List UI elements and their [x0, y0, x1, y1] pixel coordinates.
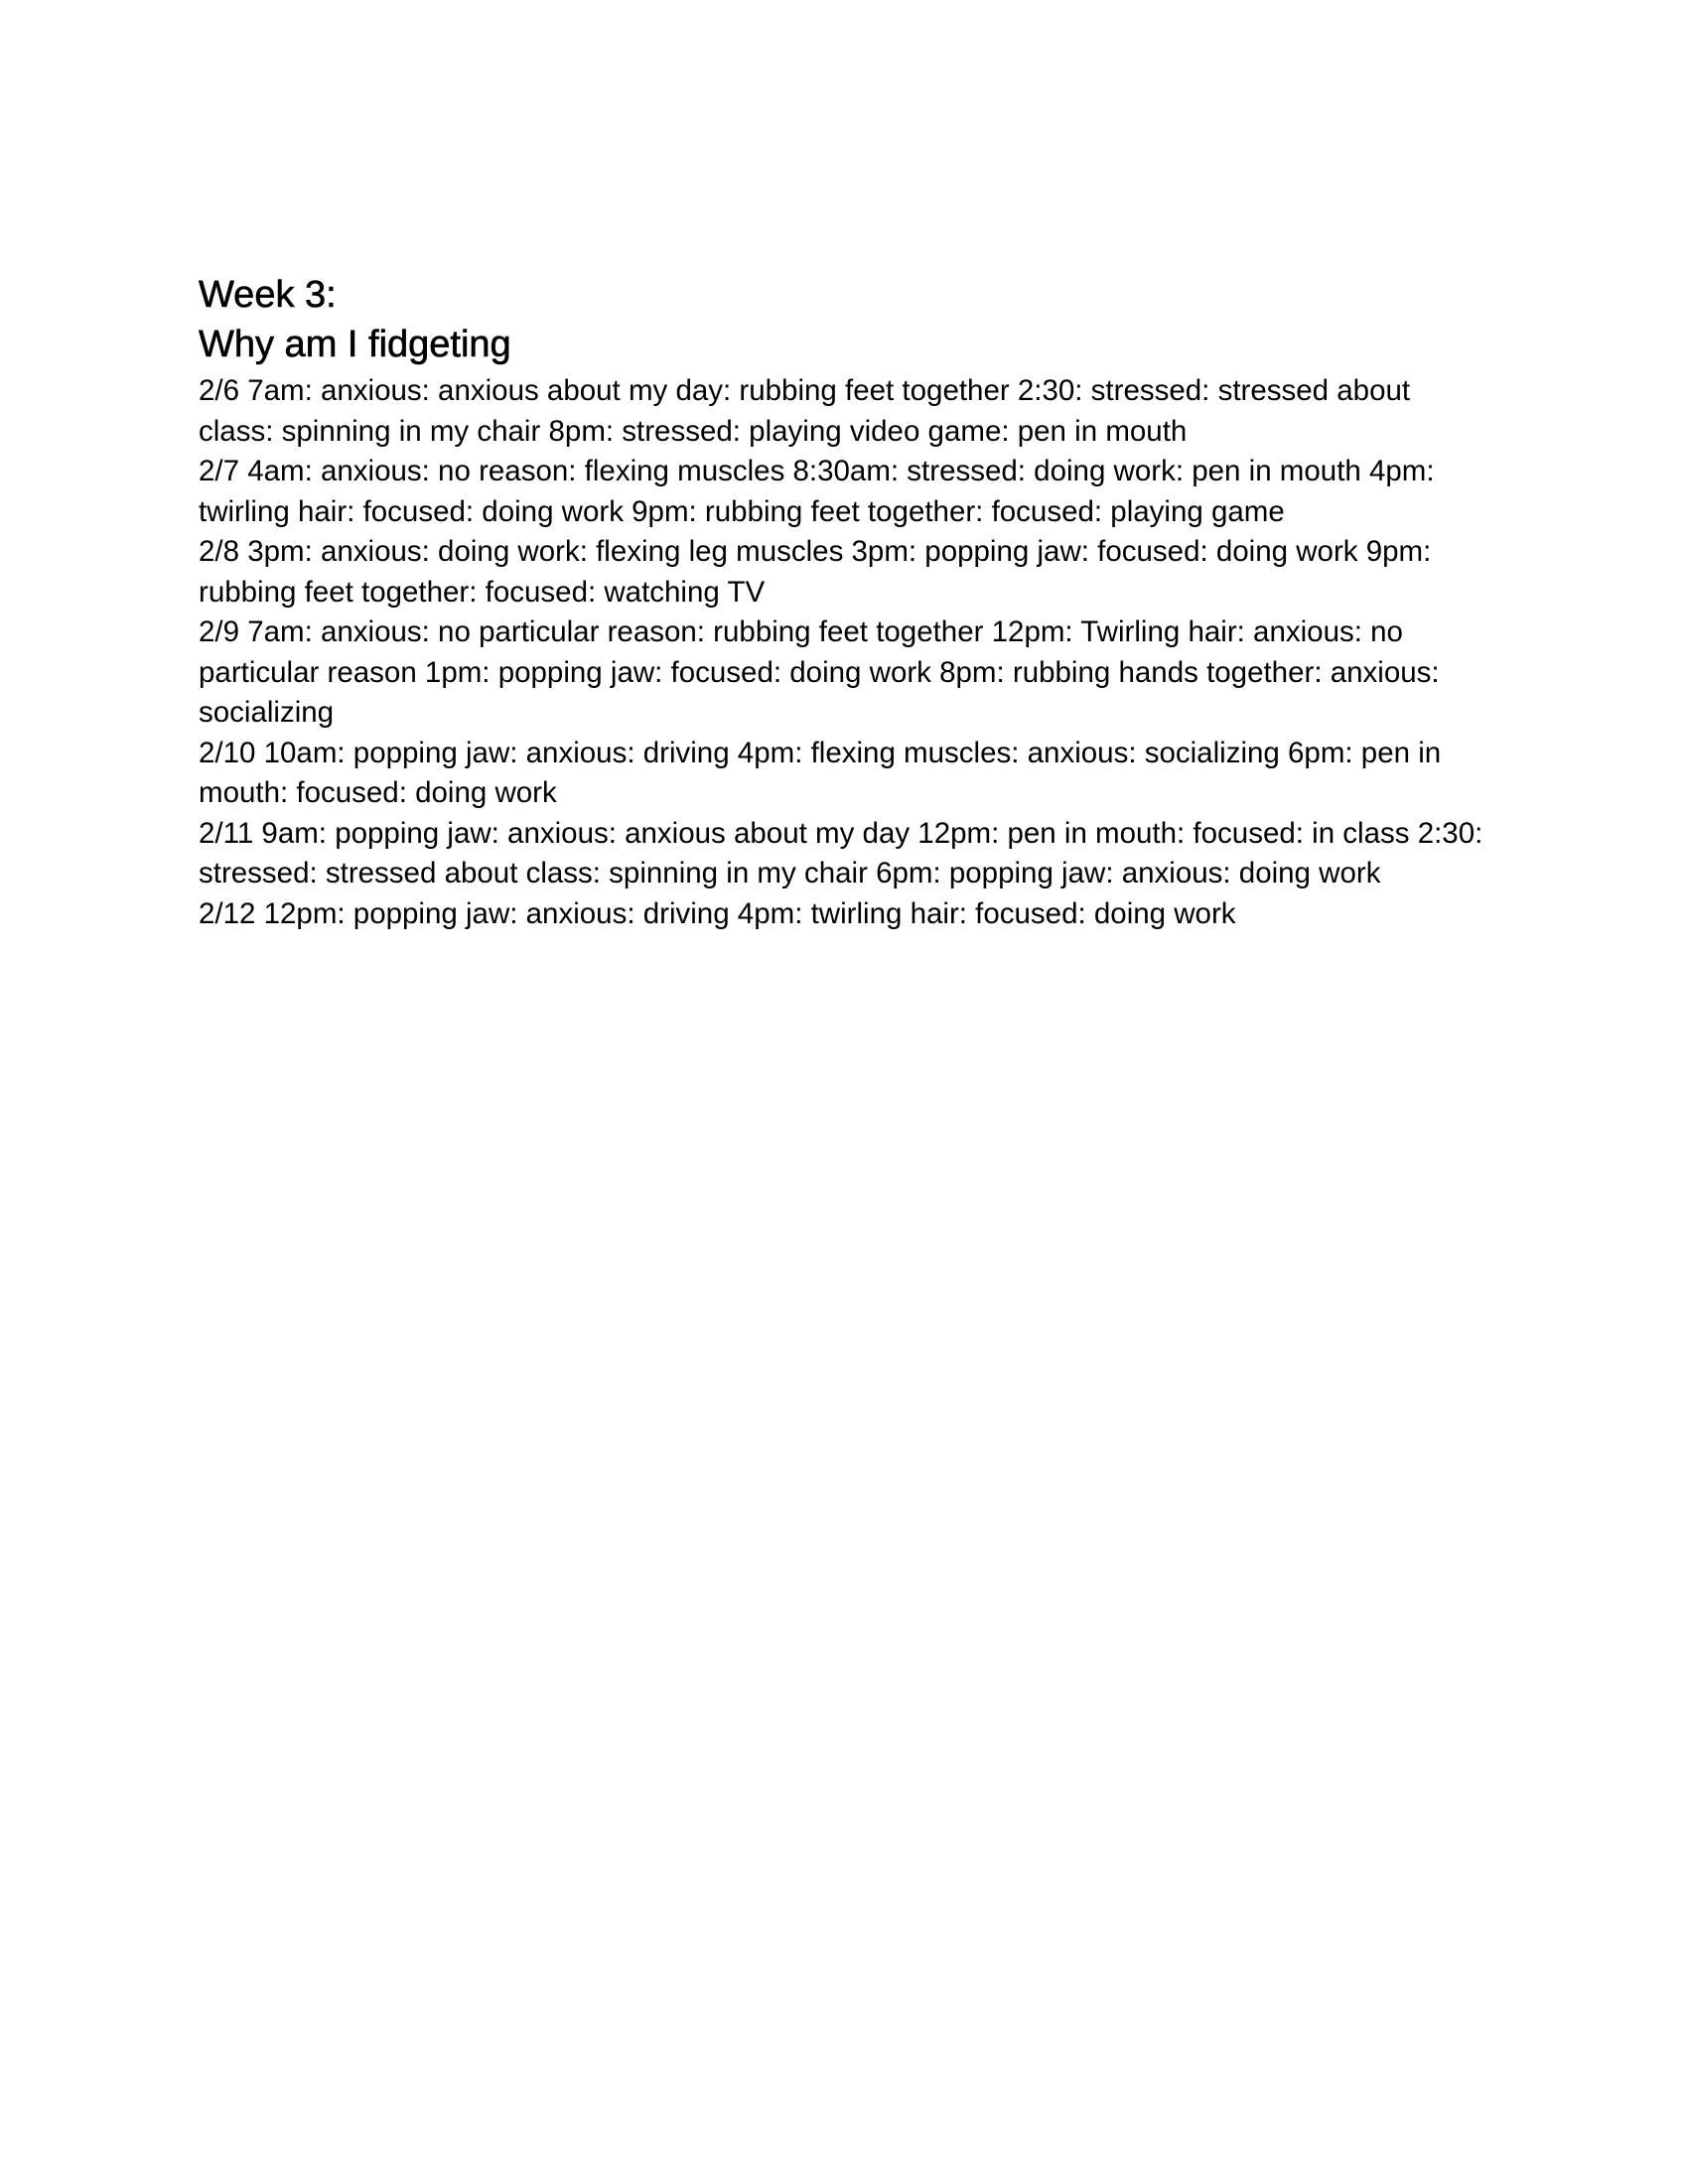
week-heading: Week 3: — [199, 274, 337, 316]
log-entry-2-11: 2/11 9am: popping jaw: anxious: anxious about my day 12pm: pen in mouth: focused: in class 2:30: stressed: stressed about class: spinning in my chair 6pm: popping jaw: anxious: doing work — [199, 816, 1483, 889]
topic-heading: Why am I fidgeting — [199, 324, 511, 365]
log-entry-2-9: 2/9 7am: anxious: no particular reason: rubbing feet together 12pm: Twirling hair: anxious: no particular reason 1pm: popping jaw: focused: doing work 8pm: rubbing hands together: anxious: socializing — [199, 615, 1440, 729]
document-body — [199, 270, 1489, 934]
log-entry-2-6: 2/6 7am: anxious: anxious about my day: rubbing feet together 2:30: stressed: stressed about class: spinning in my chair 8pm: stressed: playing video game: pen in mouth — [199, 374, 1411, 448]
log-entry-2-12: 2/12 12pm: popping jaw: anxious: driving 4pm: twirling hair: focused: doing work — [199, 896, 1236, 930]
fidget-log — [199, 371, 1489, 934]
log-entry-2-10: 2/10 10am: popping jaw: anxious: driving 4pm: flexing muscles: anxious: socializing 6pm: pen in mouth: focused: doing work — [199, 736, 1442, 809]
log-entry-2-7: 2/7 4am: anxious: no reason: flexing muscles 8:30am: stressed: doing work: pen in mouth 4pm: twirling hair: focused: doing work 9pm: rubbing feet together: focused: playing game — [199, 455, 1435, 528]
log-entry-2-8: 2/8 3pm: anxious: doing work: flexing leg muscles 3pm: popping jaw: focused: doing work 9pm: rubbing feet together: focused: watching TV — [199, 535, 1432, 609]
